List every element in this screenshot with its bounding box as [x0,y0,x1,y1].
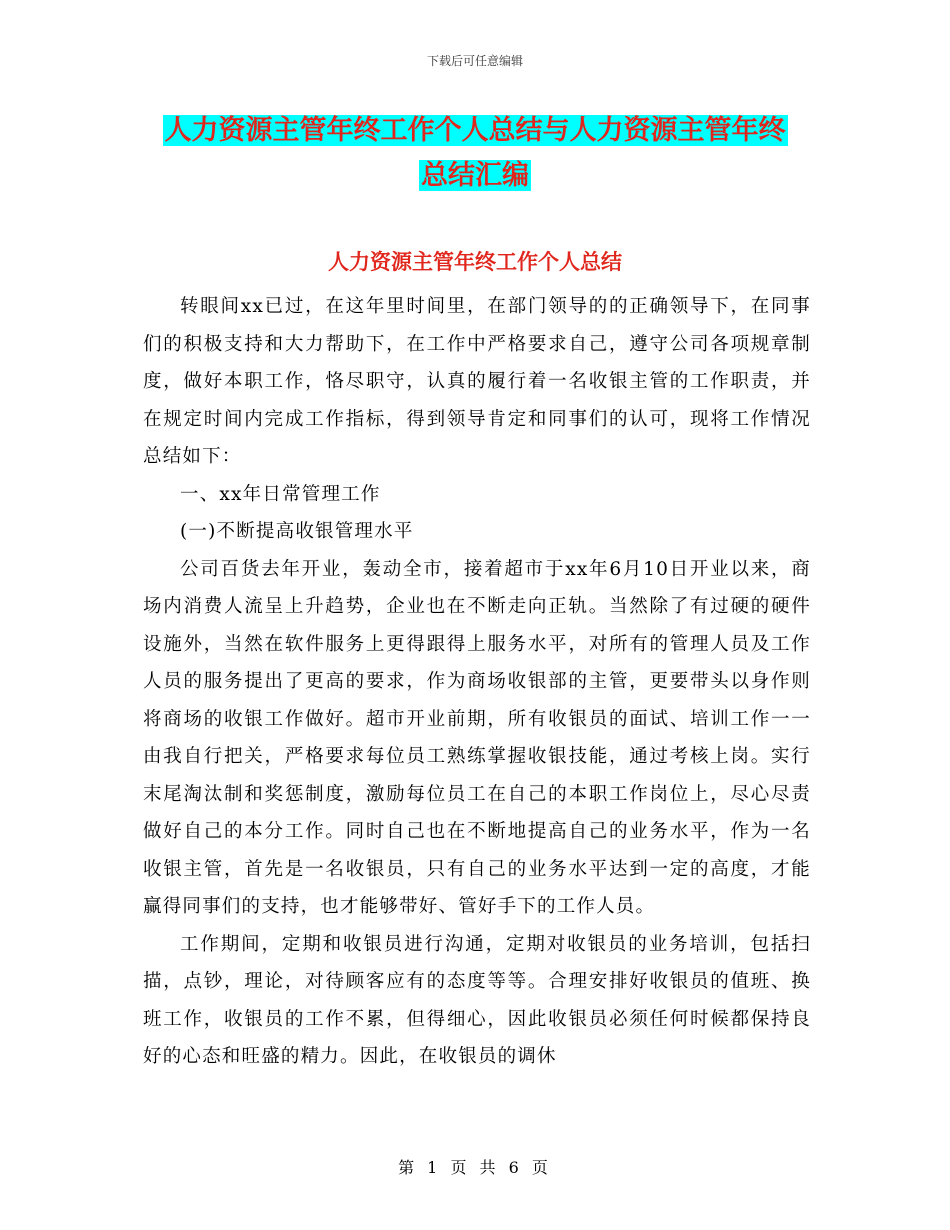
subsection-heading: (一)不断提高收银管理水平 [180,521,414,542]
title-line-2: 总结汇编 [421,160,529,191]
body-text [143,288,811,1076]
section-heading: 一、xx年日常管理工作 [180,483,381,505]
paragraph: 公司百货去年开业，轰动全市，接着超市于xx年6月10日开业以来，商场内消费人流呈上升趋势，企业也在不断走向正轨。当然除了有过硬的硬件设施外，当然在软件服务上更得跟得上服务水平，对所有的管理人员及工作人员的服务提出了更高的要求，作为商场收银部的主管，更要带头以身作则将商场的收银工作做好。超市开业前期，所有收银员的面试、培训工作一一由我自行把关，严格要求每位员工熟练掌握收银技能，通过考核上岗。实行末尾淘汰制和奖惩制度，激励每位员工在自己的本职工作岗位上，尽心尽责做好自己的本分工作。同时自己也在不断地提高自己的业务水平，作为一名收银主管，首先是一名收银员，只有自己的业务水平达到一定的高度，才能赢得同事们的支持，也才能够带好、管好手下的工作人员。 [143,558,811,917]
title-line-1: 人力资源主管年终工作个人总结与人力资源主管年终 [164,115,786,146]
section-title: 人力资源主管年终工作个人总结 [328,250,622,274]
page-header-note: 下载后可任意编辑 [426,54,523,68]
page-number: 第 1 页 共 6 页 [398,1158,552,1177]
paragraph: 工作期间，定期和收银员进行沟通，定期对收银员的业务培训，包括扫描，点钞，理论，对待顾客应有的态度等等。合理安排好收银员的值班、换班工作，收银员的工作不累，但得细心，因此收银员必须任何时候都保持良好的心态和旺盛的精力。因此，在收银员的调休 [143,933,811,1067]
paragraph: 转眼间xx已过，在这年里时间里，在部门领导的的正确领导下，在同事们的积极支持和大力帮助下，在工作中严格要求自己，遵守公司各项规章制度，做好本职工作，恪尽职守，认真的履行着一名收银主管的工作职责，并在规定时间内完成工作指标，得到领导肯定和同事们的认可，现将工作情况总结如下： [143,296,811,467]
document-title [120,108,830,198]
